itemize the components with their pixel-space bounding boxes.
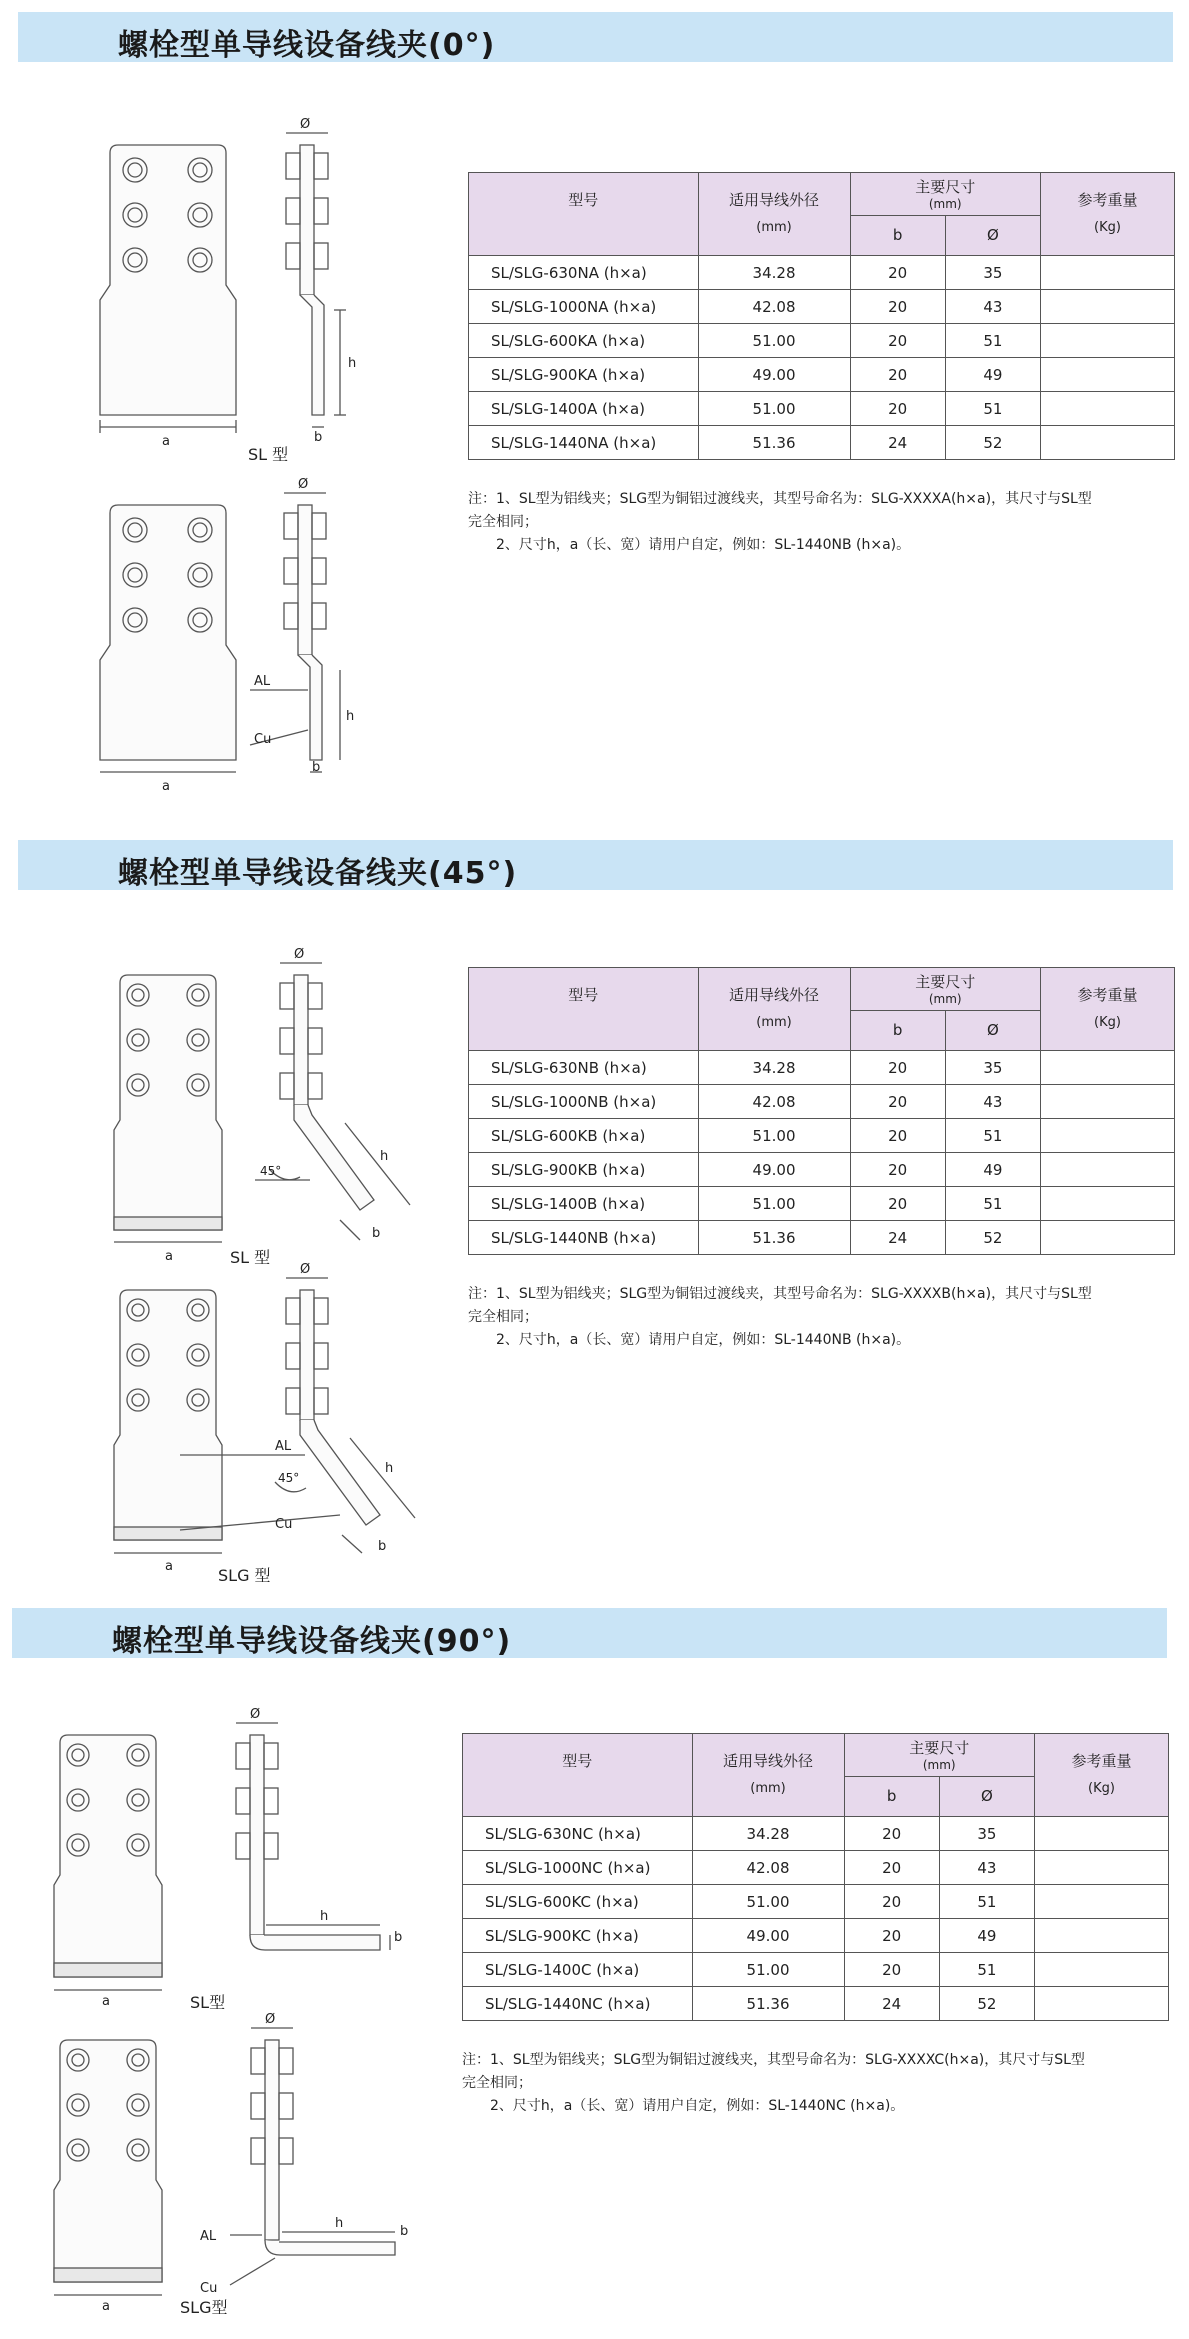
cell-phi: 35 <box>939 1817 1034 1851</box>
cell-phi: 49 <box>939 1919 1034 1953</box>
cell-weight <box>1035 1851 1169 1885</box>
header-diameter <box>692 1734 844 1817</box>
table-row <box>469 1119 1175 1153</box>
note-line: 注：1、SL型为铝线夹；SLG型为铜铝过渡线夹，其型号命名为：SLG-XXXXB(h×a)，其尺寸与SL型 <box>468 1286 1092 1302</box>
header-weight-unit: (Kg) <box>1088 1781 1115 1796</box>
cell-weight <box>1041 290 1175 324</box>
header-main-label: 主要尺寸 <box>909 1739 970 1758</box>
sl-clamp-drawing <box>90 115 370 449</box>
table-row <box>463 1851 1169 1885</box>
note-line: 2、尺寸h，a（长、宽）请用户自定，例如：SL-1440NC (h×a)。 <box>490 2098 905 2114</box>
cell-b: 20 <box>844 1885 939 1919</box>
dim-h-label: h <box>380 1149 389 1164</box>
table-row <box>469 358 1175 392</box>
dim-b-label: b <box>394 1930 403 1945</box>
cell-b: 20 <box>844 1851 939 1885</box>
cell-diameter: 51.00 <box>692 1885 844 1919</box>
cell-b: 20 <box>850 290 945 324</box>
cell-diameter: 34.28 <box>698 256 850 290</box>
cell-weight <box>1041 392 1175 426</box>
cell-diameter: 49.00 <box>698 1153 850 1187</box>
header-diameter-label: 适用导线外径 <box>729 191 820 209</box>
table-row <box>463 1987 1169 2021</box>
cell-b: 24 <box>844 1987 939 2021</box>
note-line: 完全相同； <box>468 1309 538 1325</box>
cell-model: SL/SLG-630NC (h×a) <box>463 1817 693 1851</box>
header-diameter-label: 适用导线外径 <box>729 986 820 1004</box>
notes <box>468 1283 1092 1352</box>
dim-b-label: b <box>372 1226 381 1241</box>
header-weight <box>1035 1734 1169 1817</box>
cell-phi: 49 <box>945 1153 1040 1187</box>
cell-weight <box>1041 1051 1175 1085</box>
cell-phi: 51 <box>945 1119 1040 1153</box>
header-diameter <box>698 173 850 256</box>
header-phi: Ø <box>945 1010 1040 1050</box>
dim-h-label: h <box>320 1909 329 1924</box>
dim-b-label: b <box>312 760 321 775</box>
cell-b: 20 <box>850 358 945 392</box>
cell-model: SL/SLG-600KC (h×a) <box>463 1885 693 1919</box>
header-main-label: 主要尺寸 <box>915 178 976 197</box>
caption-sl: SL型 <box>190 1993 226 2012</box>
header-main-unit: (mm) <box>928 992 962 1007</box>
header-main-unit: (mm) <box>922 1758 956 1773</box>
cell-model: SL/SLG-900KA (h×a) <box>469 358 699 392</box>
cell-diameter: 51.36 <box>698 1221 850 1255</box>
angle-label: 45° <box>278 1471 300 1485</box>
cell-b: 20 <box>850 1153 945 1187</box>
notes <box>468 488 1092 557</box>
dim-a-label: a <box>165 1249 173 1264</box>
cell-b: 24 <box>850 426 945 460</box>
cell-b: 20 <box>850 256 945 290</box>
caption-sl: SL 型 <box>248 445 289 464</box>
cell-model: SL/SLG-1400B (h×a) <box>469 1187 699 1221</box>
note-line: 注：1、SL型为铝线夹；SLG型为铜铝过渡线夹，其型号命名为：SLG-XXXXC(h×a)，其尺寸与SL型 <box>462 2052 1085 2068</box>
cell-phi: 51 <box>945 324 1040 358</box>
cell-diameter: 42.08 <box>692 1851 844 1885</box>
section-0deg <box>0 0 1189 820</box>
cell-weight <box>1035 1953 1169 1987</box>
cell-phi: 52 <box>945 1221 1040 1255</box>
caption-slg: SLG型 <box>180 2298 228 2317</box>
cell-b: 20 <box>850 1187 945 1221</box>
header-phi: Ø <box>945 215 1040 255</box>
header-main <box>850 968 1041 1011</box>
dim-phi-label: Ø <box>300 117 311 132</box>
table-row <box>469 1153 1175 1187</box>
table-row <box>463 1885 1169 1919</box>
dim-b-label: b <box>400 2224 409 2239</box>
dim-phi-label: Ø <box>298 477 309 492</box>
header-main-unit: (mm) <box>928 197 962 212</box>
caption-slg: SLG 型 <box>218 1566 271 1585</box>
cell-phi: 51 <box>945 1187 1040 1221</box>
note-line: 注：1、SL型为铝线夹；SLG型为铜铝过渡线夹，其型号命名为：SLG-XXXXA(h×a)，其尺寸与SL型 <box>468 491 1092 507</box>
header-phi: Ø <box>939 1776 1034 1816</box>
dim-h-label: h <box>335 2216 344 2231</box>
header-main-label: 主要尺寸 <box>915 973 976 992</box>
header-diameter-unit: (mm) <box>756 1015 792 1030</box>
cell-diameter: 51.00 <box>692 1953 844 1987</box>
cell-diameter: 51.36 <box>692 1987 844 2021</box>
dim-h-label: h <box>346 709 355 724</box>
section-title: 螺栓型单导线设备线夹(45°) <box>118 856 518 891</box>
header-model: 型号 <box>463 1734 693 1817</box>
table-row <box>469 1051 1175 1085</box>
table-row <box>469 1187 1175 1221</box>
cell-phi: 49 <box>945 358 1040 392</box>
cell-weight <box>1035 1919 1169 1953</box>
table-row <box>463 1817 1169 1851</box>
dim-phi-label: Ø <box>300 1262 311 1277</box>
cell-phi: 51 <box>945 392 1040 426</box>
cell-phi: 35 <box>945 256 1040 290</box>
cell-diameter: 51.00 <box>698 1187 850 1221</box>
note-line: 2、尺寸h，a（长、宽）请用户自定，例如：SL-1440NB (h×a)。 <box>496 1332 911 1348</box>
cell-model: SL/SLG-1440NA (h×a) <box>469 426 699 460</box>
cell-b: 24 <box>850 1221 945 1255</box>
label-al: AL <box>254 674 271 689</box>
cell-phi: 51 <box>939 1885 1034 1919</box>
cell-weight <box>1041 426 1175 460</box>
cell-model: SL/SLG-1000NA (h×a) <box>469 290 699 324</box>
cell-model: SL/SLG-630NB (h×a) <box>469 1051 699 1085</box>
cell-b: 20 <box>844 1953 939 1987</box>
header-diameter-label: 适用导线外径 <box>723 1752 814 1770</box>
cell-diameter: 34.28 <box>698 1051 850 1085</box>
table-row <box>463 1919 1169 1953</box>
table-row <box>469 392 1175 426</box>
section-90deg <box>0 1605 1189 2339</box>
spec-table <box>462 1733 1169 2021</box>
dim-a-label: a <box>102 2299 110 2314</box>
cell-diameter: 51.00 <box>698 392 850 426</box>
dim-phi-label: Ø <box>265 2012 276 2027</box>
header-weight-unit: (Kg) <box>1094 220 1121 235</box>
cell-diameter: 51.36 <box>698 426 850 460</box>
dim-phi-label: Ø <box>294 947 305 962</box>
cell-model: SL/SLG-1440NC (h×a) <box>463 1987 693 2021</box>
cell-b: 20 <box>850 1051 945 1085</box>
cell-model: SL/SLG-600KB (h×a) <box>469 1119 699 1153</box>
dim-a-label: a <box>165 1559 173 1574</box>
cell-diameter: 51.00 <box>698 324 850 358</box>
cell-weight <box>1041 1221 1175 1255</box>
cell-phi: 52 <box>945 426 1040 460</box>
cell-model: SL/SLG-1000NB (h×a) <box>469 1085 699 1119</box>
cell-diameter: 51.00 <box>698 1119 850 1153</box>
cell-diameter: 42.08 <box>698 290 850 324</box>
cell-model: SL/SLG-630NA (h×a) <box>469 256 699 290</box>
header-weight <box>1041 968 1175 1051</box>
angle-label: 45° <box>260 1164 282 1178</box>
header-model: 型号 <box>469 173 699 256</box>
cell-model: SL/SLG-600KA (h×a) <box>469 324 699 358</box>
header-diameter-unit: (mm) <box>750 1781 786 1796</box>
dim-a-label: a <box>102 1994 110 2009</box>
dim-h-label: h <box>348 356 357 371</box>
cell-diameter: 49.00 <box>698 358 850 392</box>
cell-phi: 43 <box>945 290 1040 324</box>
table-row <box>469 1221 1175 1255</box>
cell-b: 20 <box>850 1119 945 1153</box>
dim-phi-label: Ø <box>250 1707 261 1722</box>
label-cu: Cu <box>275 1517 293 1532</box>
note-line: 完全相同； <box>468 514 538 530</box>
cell-b: 20 <box>844 1919 939 1953</box>
table-row <box>469 256 1175 290</box>
slg-clamp-drawing <box>110 1260 450 1574</box>
table-row <box>469 324 1175 358</box>
label-al: AL <box>200 2229 217 2244</box>
cell-weight <box>1035 1885 1169 1919</box>
table-row <box>469 290 1175 324</box>
dim-b-label: b <box>378 1539 387 1554</box>
cell-b: 20 <box>850 1085 945 1119</box>
dim-a-label: a <box>162 434 170 449</box>
cell-model: SL/SLG-900KC (h×a) <box>463 1919 693 1953</box>
spec-table <box>468 172 1175 460</box>
cell-weight <box>1041 1085 1175 1119</box>
header-weight-label: 参考重量 <box>1071 1752 1132 1770</box>
label-cu: Cu <box>254 732 272 747</box>
cell-phi: 51 <box>939 1953 1034 1987</box>
header-weight-unit: (Kg) <box>1094 1015 1121 1030</box>
cell-weight <box>1041 1187 1175 1221</box>
section-banner <box>18 840 1173 890</box>
table-row <box>469 426 1175 460</box>
cell-weight <box>1035 1987 1169 2021</box>
notes <box>462 2049 1085 2118</box>
header-diameter <box>698 968 850 1051</box>
cell-b: 20 <box>850 324 945 358</box>
cell-model: SL/SLG-900KB (h×a) <box>469 1153 699 1187</box>
header-model: 型号 <box>469 968 699 1051</box>
header-weight-label: 参考重量 <box>1077 191 1138 209</box>
label-cu: Cu <box>200 2281 218 2296</box>
header-weight <box>1041 173 1175 256</box>
cell-model: SL/SLG-1400A (h×a) <box>469 392 699 426</box>
section-45deg <box>0 835 1189 1605</box>
cell-model: SL/SLG-1400C (h×a) <box>463 1953 693 1987</box>
cell-weight <box>1035 1817 1169 1851</box>
cell-b: 20 <box>850 392 945 426</box>
section-title: 螺栓型单导线设备线夹(0°) <box>118 28 496 63</box>
cell-weight <box>1041 358 1175 392</box>
caption-sl: SL 型 <box>230 1248 271 1267</box>
header-main <box>844 1734 1035 1777</box>
header-weight-label: 参考重量 <box>1077 986 1138 1004</box>
header-b: b <box>850 215 945 255</box>
section-title: 螺栓型单导线设备线夹(90°) <box>112 1624 512 1659</box>
note-line: 2、尺寸h，a（长、宽）请用户自定，例如：SL-1440NB (h×a)。 <box>496 537 911 553</box>
spec-table <box>468 967 1175 1255</box>
header-diameter-unit: (mm) <box>756 220 792 235</box>
dim-b-label: b <box>314 430 323 445</box>
cell-b: 20 <box>844 1817 939 1851</box>
label-al: AL <box>275 1439 292 1454</box>
cell-diameter: 49.00 <box>692 1919 844 1953</box>
cell-weight <box>1041 1119 1175 1153</box>
section-banner <box>12 1608 1167 1658</box>
cell-diameter: 34.28 <box>692 1817 844 1851</box>
header-main <box>850 173 1041 216</box>
dim-h-label: h <box>385 1461 394 1476</box>
cell-phi: 43 <box>939 1851 1034 1885</box>
table-row <box>463 1953 1169 1987</box>
slg-clamp-drawing <box>90 475 390 794</box>
header-b: b <box>844 1776 939 1816</box>
header-b: b <box>850 1010 945 1050</box>
cell-weight <box>1041 1153 1175 1187</box>
cell-phi: 52 <box>939 1987 1034 2021</box>
cell-weight <box>1041 324 1175 358</box>
cell-weight <box>1041 256 1175 290</box>
cell-phi: 35 <box>945 1051 1040 1085</box>
section-banner <box>18 12 1173 62</box>
cell-model: SL/SLG-1000NC (h×a) <box>463 1851 693 1885</box>
cell-phi: 43 <box>945 1085 1040 1119</box>
table-row <box>469 1085 1175 1119</box>
dim-a-label: a <box>162 779 170 794</box>
cell-model: SL/SLG-1440NB (h×a) <box>469 1221 699 1255</box>
cell-diameter: 42.08 <box>698 1085 850 1119</box>
note-line: 完全相同； <box>462 2075 532 2091</box>
